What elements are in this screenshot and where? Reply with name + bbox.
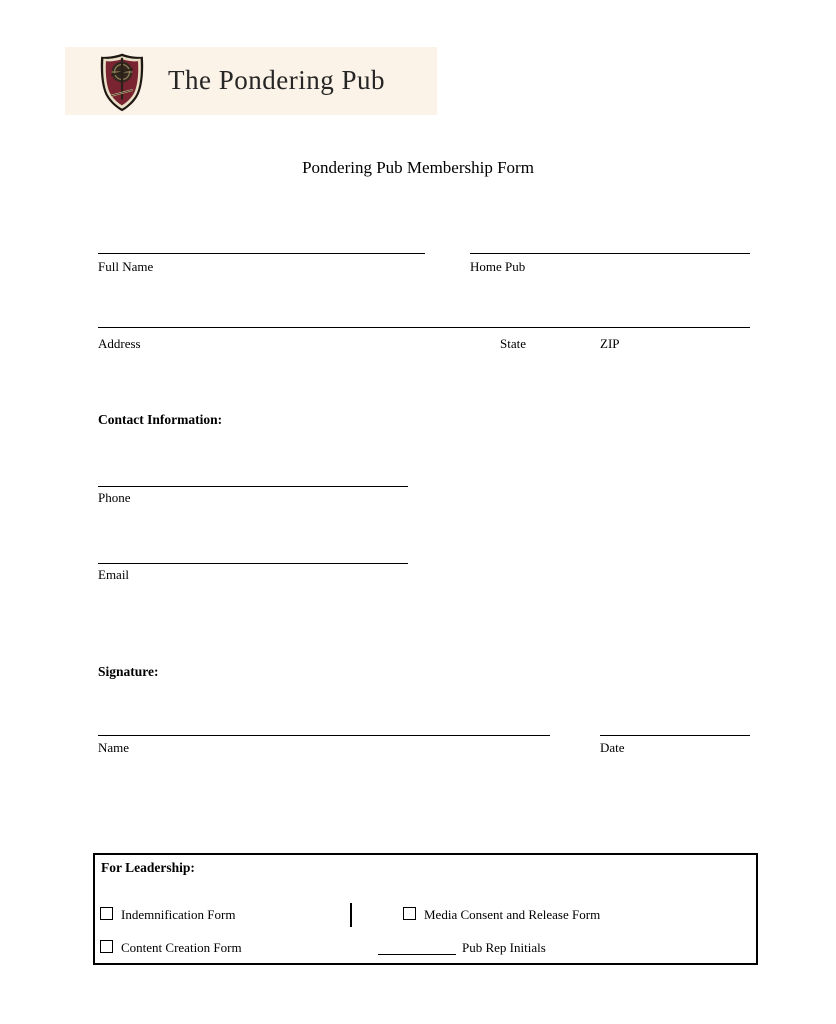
media-consent-label: Media Consent and Release Form xyxy=(424,907,601,922)
content-creation-label: Content Creation Form xyxy=(121,940,242,955)
contact-information-header: Contact Information: xyxy=(98,412,223,427)
pub-rep-initials-label: Pub Rep Initials xyxy=(462,940,546,955)
pub-name-text: The Pondering Pub xyxy=(168,65,385,95)
full-name-label: Full Name xyxy=(98,259,154,274)
full-name-field-line[interactable] xyxy=(98,253,425,254)
form-title: Pondering Pub Membership Form xyxy=(302,158,534,177)
phone-field-line[interactable] xyxy=(98,486,408,487)
shield-crest-icon xyxy=(96,52,148,112)
pub-logo-banner xyxy=(65,47,437,115)
home-pub-field-line[interactable] xyxy=(470,253,750,254)
signature-name-label: Name xyxy=(98,740,130,755)
media-consent-checkbox[interactable] xyxy=(403,907,416,920)
email-label: Email xyxy=(98,567,130,582)
for-leadership-header: For Leadership: xyxy=(101,860,195,875)
indemnification-form-checkbox[interactable] xyxy=(100,907,113,920)
signature-date-field-line[interactable] xyxy=(600,735,750,736)
home-pub-label: Home Pub xyxy=(470,259,526,274)
text-cursor xyxy=(350,903,352,927)
address-field-line[interactable] xyxy=(98,327,750,328)
signature-header: Signature: xyxy=(98,664,159,679)
content-creation-checkbox[interactable] xyxy=(100,940,113,953)
phone-label: Phone xyxy=(98,490,131,505)
indemnification-form-label: Indemnification Form xyxy=(121,907,236,922)
zip-label: ZIP xyxy=(600,336,620,351)
state-label: State xyxy=(500,336,526,351)
pub-rep-initials-field-line[interactable] xyxy=(378,954,456,955)
signature-date-label: Date xyxy=(600,740,625,755)
signature-name-field-line[interactable] xyxy=(98,735,550,736)
email-field-line[interactable] xyxy=(98,563,408,564)
address-label: Address xyxy=(98,336,141,351)
